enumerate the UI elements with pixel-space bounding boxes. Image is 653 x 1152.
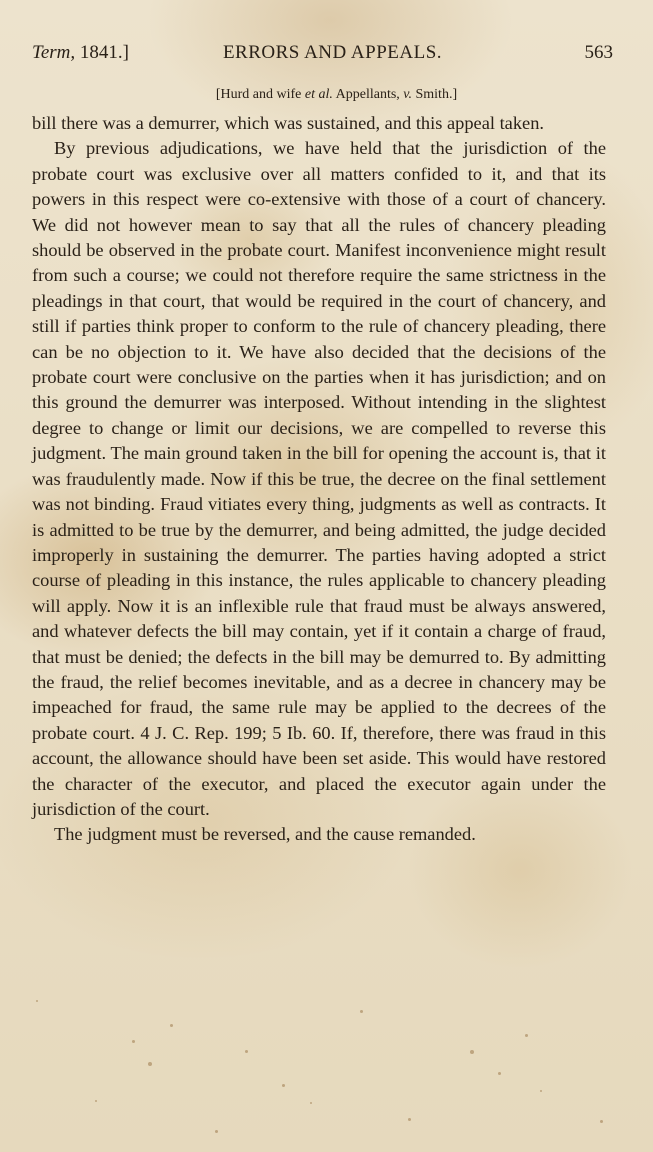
foxing-spot [408, 1118, 411, 1121]
term-year: 1841.] [75, 42, 129, 63]
paragraph-judgment: The judgment must be reversed, and the cause remanded. [54, 824, 476, 845]
caption-et-al: et al. [304, 87, 333, 102]
page-title: ERRORS AND APPEALS. [222, 42, 443, 63]
foxing-spot [310, 1102, 312, 1104]
running-header [32, 42, 613, 72]
foxing-spot [215, 1130, 218, 1133]
foxing-spot [600, 1120, 603, 1123]
foxing-spot [540, 1090, 542, 1092]
foxing-spot [470, 1050, 474, 1054]
page-number: 563 [584, 42, 613, 63]
caption-close: Smith.] [411, 87, 458, 102]
foxing-spot [148, 1062, 152, 1066]
case-caption [0, 87, 653, 103]
foxing-spot [95, 1100, 97, 1102]
foxing-spot [245, 1050, 248, 1053]
foxing-spot [525, 1034, 528, 1037]
paragraph-main: By previous adjudications, we have held that the jurisdiction of the probate court was exclusive over all matters confided to it, and that its powers in this respect were co-extensive with those of a court of chancery. We did not however mean to say that all the rules of chancery pleading should be observed in the probate court. Manifest inconvenience might result from such a course; we could not therefore require the same strictness in the pleadings in that court, that would be required in the court of chancery, and still if parties think proper to conform to the rule of chancery pleading, there can be no objection to it. We have also decided that the decisions of the probate court were conclusive on the parties when it has jurisdiction; and on this ground the demurrer was interposed. Without intending in the slightest degree to change or limit our decisions, we are compelled to reverse this judgment. The main ground taken in the bill for opening the account is, that it was fraudulently made. Now if this be true, the decree on the final settlement was not binding. Fraud vitiates every thing, judgments as well as contracts. It is admitted to be true by the demurrer, and being admitted, the judge decided improperly in sustaining the demurrer. The parties having adopted a strict course of pleading in this instance, the rules applicable to chancery pleading will apply. Now it is an inflexible rule that fraud must be always answered, and whatever defects the bill may contain, yet if it contain a charge of fraud, that must be denied; the defects in the bill may be demurred to. By admitting the fraud, the relief becomes inevitable, and as a decree in chancery may be impeached for fraud, the same rule may be applied to the decrees of the probate court. 4 J. C. Rep. 199; 5 Ib. 60. If, therefore, there was fraud in this account, the allowance should have been set aside. This would have restored the character of the executor, and placed the executor again under the jurisdiction of the court. [32, 138, 606, 819]
caption-mid: Appellants, [332, 87, 404, 102]
paragraph-continuation: bill there was a demurrer, which was sustained, and this appeal taken. [32, 113, 544, 133]
caption-v: v. [403, 87, 412, 102]
foxing-spot [360, 1010, 363, 1013]
caption-open: [Hurd and wife [215, 87, 305, 102]
term-word: Term, [32, 42, 76, 63]
foxing-spot [36, 1000, 38, 1002]
foxing-spot [282, 1084, 285, 1087]
opinion-text [32, 111, 606, 848]
foxing-spot [132, 1040, 135, 1043]
foxing-spot [498, 1072, 501, 1075]
foxing-spot [170, 1024, 173, 1027]
